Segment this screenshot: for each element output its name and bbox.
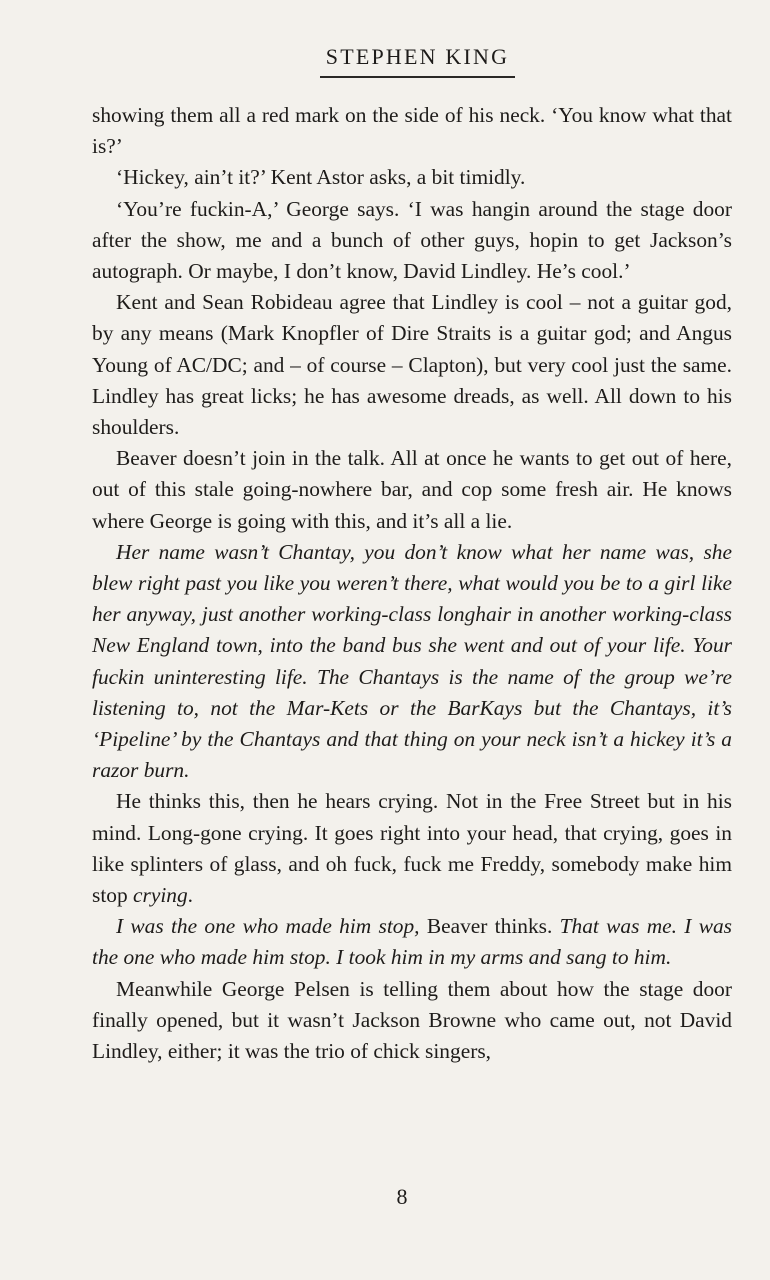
page-number: 8 [396,1184,408,1209]
running-head [0,44,770,78]
paragraph-7-seg-3: . [187,883,194,908]
paragraph-8-seg-1: I was the one who made him stop, [116,914,420,939]
paragraph-8-seg-3: That was me. I was the one who made him stop. I took him in my arms and sang to him. [92,914,732,970]
paragraph-6-italic: Her name wasn’t Chantay, you don’t know what her name was, she blew right past you like you weren’t there, what would you be to a girl like her anyway, just another working-class longhair in another working-class New England town, into the band bus she went and out of your life. Your fuckin uninteresting life. The Chantays is the name of the group we’re listening to, not the Mar-Kets or the BarKays but the Chantays, it’s ‘Pipeline’ by the Chantays and that thing on your neck isn’t a hickey it’s a razor burn. [92,539,732,783]
author-name: STEPHEN KING [320,44,515,78]
paragraph-7 [92,786,732,911]
paragraph-7-seg-2: crying [133,883,188,908]
paragraph-1: showing them all a red mark on the side of his neck. ‘You know what that is?’ [92,103,732,159]
paragraph-5: Beaver doesn’t join in the talk. All at once he wants to get out of here, out of this stale going-nowhere bar, and cop some fresh air. He knows where George is going with this, and it’s all a lie. [92,446,732,533]
paragraph-4: Kent and Sean Robideau agree that Lindley is cool – not a guitar god, by any means (Mark Knopfler of Dire Straits is a guitar god; and Angus Young of AC/DC; and – of course – Clapton), but very cool just the same. Lindley has great licks; he has awesome dreads, as well. All down to his shoulders. [92,290,732,440]
paragraph-8-seg-2: Beaver thinks. [419,914,560,939]
paragraph-7-seg-1: He thinks this, then he hears crying. Not in the Free Street but in his mind. Long-gone crying. It goes right into your head, that crying, goes in like splinters of glass, and oh fuck, fuck me Freddy, somebody make him stop [92,789,732,908]
paragraph-9: Meanwhile George Pelsen is telling them about how the stage door finally opened, but it wasn’t Jackson Browne who came out, not David Lindley, either; it was the trio of chick singers, [92,976,732,1064]
paragraph-8 [92,911,732,973]
paragraph-2: ‘Hickey, ain’t it?’ Kent Astor asks, a bit timidly. [116,165,526,190]
body-text [92,100,732,1067]
paragraph-3: ‘You’re fuckin-A,’ George says. ‘I was hangin around the stage door after the show, me and a bunch of other guys, hopin to get Jackson’s autograph. Or maybe, I don’t know, David Lindley. He’s cool.’ [92,196,732,284]
